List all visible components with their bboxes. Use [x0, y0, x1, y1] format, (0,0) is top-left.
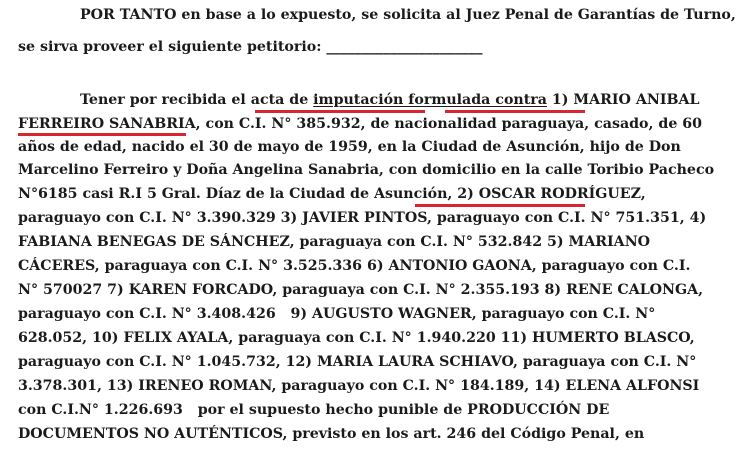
paragraph-line-3: años de edad, nacido el 30 de mayo de 1959, en la Ciudad de Asunción, hijo de Don: [18, 139, 681, 155]
offense-name-b: DOCUMENTOS NO AUTÉNTICOS: [18, 426, 283, 442]
paragraph-line-11: 628.052, 10) FELIX AYALA, paraguaya con C.I. N° 1.940.220 11) HUMERTO BLASCO,: [18, 330, 695, 346]
offense-name-a: PRODUCCIÓN DE: [467, 402, 610, 418]
petition-heading-line-2: [18, 37, 578, 57]
accused-details-1: , con C.I. N° 385.932, de nacionalidad paraguaya, casado, de 60: [195, 116, 703, 132]
red-underline-name-2: [415, 204, 585, 207]
paragraph-line-1: [80, 90, 700, 110]
accused-name-1a: MARIO ANIBAL: [573, 92, 700, 108]
comma-text: ,: [640, 186, 646, 202]
paragraph-line-4: Marcelino Ferreiro y Doña Angelina Sanabria, con domicilio en la calle Toribio Pacheco: [18, 162, 715, 178]
paragraph-line-12: paraguayo con C.I. N° 1.045.732, 12) MARIA LAURA SCHIAVO, paraguaya con C.I. N°: [18, 354, 697, 370]
paragraph-line-14: [18, 400, 610, 420]
paragraph-line-5: [18, 184, 646, 204]
paragraph-line-9: N° 570027 7) KAREN FORCADO, paraguaya con C.I. N° 2.355.193 8) RENE CALONGA,: [18, 282, 704, 298]
red-underline-imputation: [255, 110, 425, 113]
por-tanto-text: POR TANTO: [80, 7, 177, 23]
paragraph-line-8: CÁCERES, paraguaya con C.I. N° 3.525.336 6) ANTONIO GAONA, paraguayo con C.I.: [18, 258, 691, 274]
petition-heading-line: [80, 5, 736, 25]
accused-name-2: OSCAR RODRÍGUEZ: [478, 186, 641, 202]
paragraph-line-10: paraguayo con C.I. N° 3.408.426 9) AUGUSTO WAGNER, paraguayo con C.I. N°: [18, 306, 656, 322]
imputation-phrase: imputación formulada contra: [313, 92, 547, 108]
accused-name-1b: FERREIRO SANABRIA: [18, 116, 196, 132]
petition-heading-text: en base a lo expuesto, se solicita al Juez Penal de Garantías de Turno,: [176, 7, 736, 23]
red-underline-name-1b: [18, 133, 186, 136]
paragraph-line-2: [18, 114, 703, 134]
petition-request-text: se sirva proveer el siguiente petitorio:: [18, 39, 322, 55]
page-crop-edge: [0, 442, 600, 450]
legal-reference-text: , previsto en los art. 246 del Código Penal, en: [282, 426, 645, 442]
red-underline-name-1a: [445, 110, 585, 113]
paragraph-line-13: 3.378.301, 13) IRENEO ROMAN, paraguayo con C.I. N° 184.189, 14) ELENA ALFONSI: [18, 378, 700, 394]
item-number: 1): [546, 92, 574, 108]
paragraph-line-15: [18, 424, 645, 444]
receipt-text: Tener por recibida el acta de: [80, 92, 314, 108]
paragraph-line-7: FABIANA BENEGAS DE SÁNCHEZ, paraguaya con C.I. N° 532.842 5) MARIANO: [18, 234, 651, 250]
paragraph-line-6: paraguayo con C.I. N° 3.390.329 3) JAVIER PINTOS, paraguayo con C.I. N° 751.351, 4): [18, 210, 707, 226]
offense-intro-text: con C.I.N° 1.226.693 por el supuesto hecho punible de: [18, 402, 468, 418]
blank-fill-line: ______________________: [321, 39, 483, 55]
address-text: N°6185 casi R.I 5 Gral. Díaz de la Ciudad de Asunción, 2): [18, 186, 479, 202]
